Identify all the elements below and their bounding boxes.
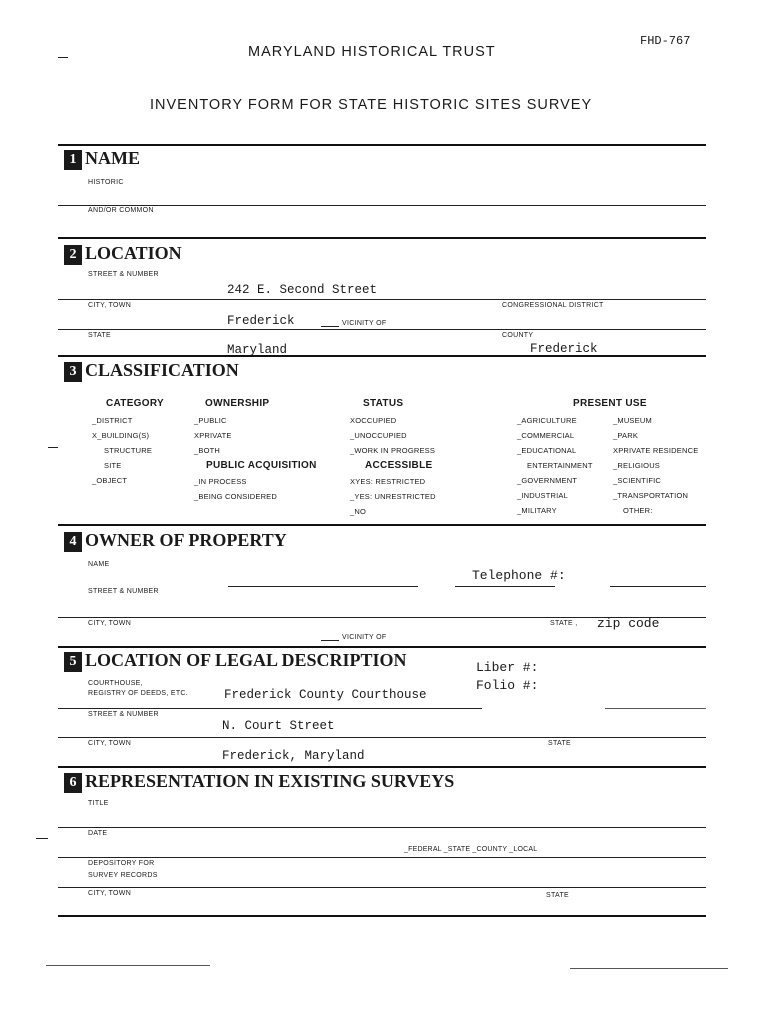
status-heading: STATUS [363, 398, 404, 409]
section-5-heading [64, 650, 407, 672]
section-number: 3 [64, 362, 82, 382]
owner-vicinity-label: VICINITY OF [342, 634, 387, 641]
status-occupied[interactable]: XOCCUPIED [350, 416, 397, 425]
survey-state-label: STATE [546, 892, 570, 899]
margin-mark [48, 447, 58, 448]
street-label: STREET & NUMBER [88, 271, 159, 278]
section-6-heading [64, 771, 454, 793]
courthouse-field-line [58, 708, 482, 709]
section-number: 1 [64, 150, 82, 170]
state-value[interactable]: Maryland [227, 343, 288, 357]
historic-label: HISTORIC [88, 179, 124, 186]
legal-street-value[interactable]: N. Court Street [222, 719, 335, 733]
section-6-bottom-rule [58, 915, 706, 917]
category-heading: CATEGORY [106, 398, 164, 409]
folio-label: Folio #: [476, 678, 539, 693]
use-private-residence[interactable]: XPRIVATE RESIDENCE [613, 446, 699, 455]
category-site[interactable]: SITE [104, 461, 122, 470]
access-yes-unrestricted[interactable]: _YES: UNRESTRICTED [350, 492, 436, 501]
acquisition-being-considered[interactable]: _BEING CONSIDERED [194, 492, 277, 501]
category-district[interactable]: _DISTRICT [92, 416, 133, 425]
section-1-heading [64, 148, 140, 170]
document-id: FHD-767 [640, 34, 691, 48]
section-number: 5 [64, 652, 82, 672]
survey-records-label: SURVEY RECORDS [88, 872, 158, 879]
section-2-heading [64, 243, 182, 265]
owner-state-label: STATE , [550, 620, 578, 627]
use-industrial[interactable]: _INDUSTRIAL [517, 491, 568, 500]
owner-vicinity-check[interactable] [321, 640, 339, 641]
section-4-heading [64, 530, 287, 552]
section-1-bottom-rule [58, 237, 706, 239]
use-military[interactable]: _MILITARY [517, 506, 557, 515]
section-title: CLASSIFICATION [85, 360, 239, 380]
legal-state-label: STATE [548, 740, 572, 747]
use-scientific[interactable]: _SCIENTIFIC [613, 476, 662, 485]
org-title: MARYLAND HISTORICAL TRUST [248, 44, 496, 60]
owner-street-label: STREET & NUMBER [88, 588, 159, 595]
telephone-field-end [610, 586, 706, 587]
footer-mark [570, 968, 728, 969]
form-title: INVENTORY FORM FOR STATE HISTORIC SITES SURVEY [150, 97, 593, 113]
access-no[interactable]: _NO [350, 507, 367, 516]
legal-street-label: STREET & NUMBER [88, 711, 159, 718]
section-2-bottom-rule [58, 355, 706, 357]
section-number: 6 [64, 773, 82, 793]
city-field-line [58, 329, 706, 330]
use-park[interactable]: _PARK [613, 431, 639, 440]
public-acquisition-heading: PUBLIC ACQUISITION [206, 460, 317, 471]
liber-label: Liber #: [476, 660, 539, 675]
county-value[interactable]: Frederick [530, 342, 598, 356]
section-title: REPRESENTATION IN EXISTING SURVEYS [85, 771, 455, 791]
section-title: LOCATION [85, 243, 182, 263]
section-3-bottom-rule [58, 524, 706, 526]
street-value[interactable]: 242 E. Second Street [227, 283, 378, 297]
use-transportation[interactable]: _TRANSPORTATION [613, 491, 689, 500]
common-name-label: AND/OR COMMON [88, 207, 154, 214]
telephone-field[interactable] [455, 586, 555, 587]
ownership-heading: OWNERSHIP [205, 398, 270, 409]
city-label: CITY, TOWN [88, 302, 132, 309]
section-1-rule [58, 144, 706, 146]
margin-mark [36, 838, 48, 839]
section-number: 4 [64, 532, 82, 552]
accessible-heading: ACCESSIBLE [365, 460, 433, 471]
survey-level-options[interactable]: _FEDERAL _STATE _COUNTY _LOCAL [404, 846, 538, 853]
acquisition-in-process[interactable]: _IN PROCESS [194, 477, 247, 486]
courthouse-label: COURTHOUSE, [88, 680, 143, 687]
category-structure[interactable]: STRUCTURE [104, 446, 153, 455]
use-entertainment[interactable]: ENTERTAINMENT [527, 461, 593, 470]
category-buildings[interactable]: X_BUILDING(S) [92, 431, 150, 440]
section-3-heading [64, 360, 239, 382]
section-5-bottom-rule [58, 766, 706, 768]
survey-city-label: CITY, TOWN [88, 890, 132, 897]
ownership-public[interactable]: _PUBLIC [194, 416, 227, 425]
survey-title-field[interactable] [58, 827, 706, 828]
state-label: STATE [88, 332, 112, 339]
use-commercial[interactable]: _COMMERCIAL [517, 431, 575, 440]
access-yes-restricted[interactable]: XYES: RESTRICTED [350, 477, 426, 486]
status-work-in-progress[interactable]: _WORK IN PROGRESS [350, 446, 436, 455]
street-field-line [58, 299, 706, 300]
legal-city-value[interactable]: Frederick, Maryland [222, 749, 365, 763]
legal-street-field-line [58, 737, 706, 738]
telephone-label: Telephone #: [472, 568, 566, 583]
historic-field[interactable] [58, 205, 706, 206]
courthouse-value[interactable]: Frederick County Courthouse [224, 688, 427, 702]
owner-name-label: NAME [88, 561, 110, 568]
vicinity-label: VICINITY OF [342, 320, 387, 327]
use-educational[interactable]: _EDUCATIONAL [517, 446, 577, 455]
survey-date-label: DATE [88, 830, 108, 837]
owner-name-field[interactable] [228, 586, 418, 587]
section-title: OWNER OF PROPERTY [85, 530, 287, 550]
survey-title-label: TITLE [88, 800, 109, 807]
depository-label: DEPOSITORY FOR [88, 860, 155, 867]
use-other[interactable]: OTHER: [623, 506, 653, 515]
use-government[interactable]: _GOVERNMENT [517, 476, 578, 485]
section-4-bottom-rule [58, 646, 706, 648]
use-museum[interactable]: _MUSEUM [613, 416, 652, 425]
survey-date-field[interactable] [58, 857, 706, 858]
courthouse-field-end [605, 708, 706, 709]
section-number: 2 [64, 245, 82, 265]
ownership-both[interactable]: _BOTH [194, 446, 221, 455]
registry-label: REGISTRY OF DEEDS, ETC. [88, 690, 188, 697]
category-object[interactable]: _OBJECT [92, 476, 128, 485]
county-label: COUNTY [502, 332, 534, 339]
margin-mark [58, 57, 68, 58]
vicinity-check[interactable] [321, 326, 339, 327]
owner-city-label: CITY, TOWN [88, 620, 132, 627]
section-title: LOCATION OF LEGAL DESCRIPTION [85, 650, 407, 670]
depository-field[interactable] [58, 887, 706, 888]
present-use-heading: PRESENT USE [573, 398, 647, 409]
city-value[interactable]: Frederick [227, 314, 295, 328]
use-agriculture[interactable]: _AGRICULTURE [517, 416, 577, 425]
congressional-district-label: CONGRESSIONAL DISTRICT [502, 302, 604, 309]
ownership-private[interactable]: XPRIVATE [194, 431, 232, 440]
footer-mark [46, 965, 210, 966]
use-religious[interactable]: _RELIGIOUS [613, 461, 661, 470]
legal-city-label: CITY, TOWN [88, 740, 132, 747]
section-title: NAME [85, 148, 140, 168]
status-unoccupied[interactable]: _UNOCCUPIED [350, 431, 407, 440]
zip-code-label: zip code [597, 616, 660, 631]
